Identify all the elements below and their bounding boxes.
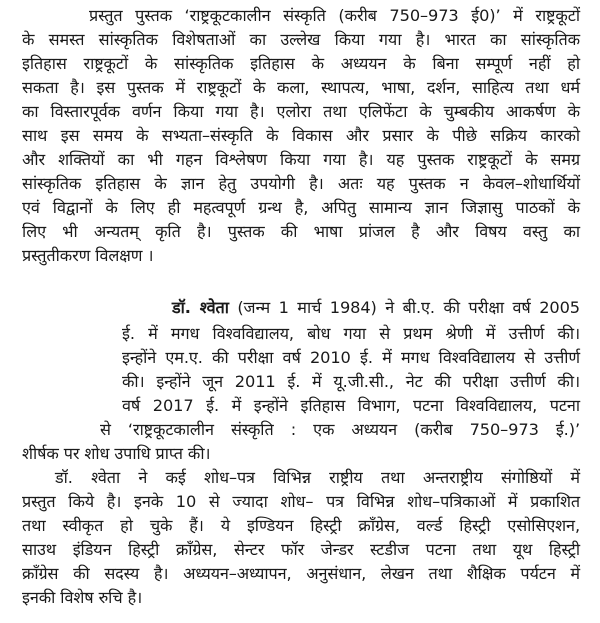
research-line: क्राँग्रेस की सदस्य है। अध्ययन–अध्यापन, अनुसंधान, लेखन तथा शैक्षिक पर्यटन में [22, 564, 580, 583]
thesis-title-line: से ‘राष्ट्रकूटकालीन संस्कृति : एक अध्ययन (करीब 750–973 ई.)’ [100, 420, 580, 439]
author-bio-line: ई. में मगध विश्वविद्यालय, बोध गया से प्रथम श्रेणी में उत्तीर्ण की। [122, 324, 580, 343]
blurb-line: सांस्कृतिक इतिहास के ज्ञान हेतु उपयोगी है। अतः यह पुस्तक न केवल–शोधार्थियों [22, 174, 580, 193]
research-line: डॉ. श्वेता ने कई शोध–पत्र विभिन्न राष्ट्रीय तथा अन्तराष्ट्रीय संगोष्ठियों में [55, 468, 580, 487]
author-name: डॉ. श्वेता [172, 298, 229, 317]
research-line: प्रस्तुत किये है। इनके 10 से ज्यादा शोध– पत्र विभिन्न शोध–पत्रिकाओं में प्रकाशित [22, 492, 580, 511]
blurb-line: प्रस्तुत पुस्तक ‘राष्ट्रकूटकालीन संस्कृति (करीब 750–973 ई0)’ में राष्ट्रकूटों [89, 6, 580, 25]
author-bio-line: वर्ष 2017 ई. में इन्होंने इतिहास विभाग, पटना विश्वविद्यालय, पटना [122, 396, 580, 415]
research-line: साउथ इंडियन हिस्ट्री क्राँग्रेस, सेन्टर फॉर जेन्डर स्टडीज पटना तथा यूथ हिस्ट्री [22, 540, 580, 559]
blurb-line: साथ इस समय के सभ्यता–संस्कृति के विकास और प्रसार के पीछे सक्रिय कारको [22, 126, 580, 145]
blurb-line: का विस्तारपूर्वक वर्णन किया गया है। एलोरा तथा एलिफेंटा के चुम्बकीय आकर्षण के [22, 102, 580, 121]
research-line: तथा स्वीकृत हो चुके हैं। ये इण्डियन हिस्ट्री क्राँग्रेस, वर्ल्ड हिस्ट्री एसोसिएशन, [22, 516, 580, 535]
blurb-line: और शक्तियों का भी गहन विश्लेषण किया गया है। यह पुस्तक राष्ट्रकूटों के समग्र [22, 150, 580, 169]
blurb-line: इतिहास राष्ट्रकूटों के सांस्कृतिक इतिहास के अध्ययन के बिना सम्पूर्ण नहीं हो [22, 54, 580, 73]
degree-line: शीर्षक पर शोध उपाधि प्राप्त की। [22, 444, 211, 463]
research-line: इनकी विशेष रुचि है। [22, 588, 143, 607]
author-intro-text: (जन्म 1 मार्च 1984) ने बी.ए. की परीक्षा वर्ष 2005 [228, 298, 580, 317]
blurb-line: के समस्त सांस्कृतिक विशेषताओं का उल्लेख किया गया है। भारत का सांस्कृतिक [22, 30, 580, 49]
blurb-line: प्रस्तुतीकरण विलक्षण । [22, 246, 154, 265]
blurb-line: लिए भी अन्यतम् कृति है। पुस्तक की भाषा प्रांजल है और विषय वस्तु का [22, 222, 580, 241]
author-bio-line: इन्होंने एम.ए. की परीक्षा वर्ष 2010 ई. में मगध विश्वविद्यालय से उत्तीर्ण [122, 348, 580, 367]
author-intro-line [172, 296, 580, 320]
blurb-line: सकता है। इस पुस्तक में राष्ट्रकूटों के कला, स्थापत्य, भाषा, दर्शन, साहित्य तथा धर्म [22, 78, 580, 97]
blurb-line: एवं विद्वानों के लिए ही महत्वपूर्ण ग्रन्थ है, अपितु सामान्य ज्ञान जिज्ञासु पाठकों के [22, 198, 580, 217]
author-bio-line: की। इन्होंने जून 2011 ई. में यू.जी.सी., नेट की परीक्षा उत्तीर्ण की। [122, 372, 580, 391]
